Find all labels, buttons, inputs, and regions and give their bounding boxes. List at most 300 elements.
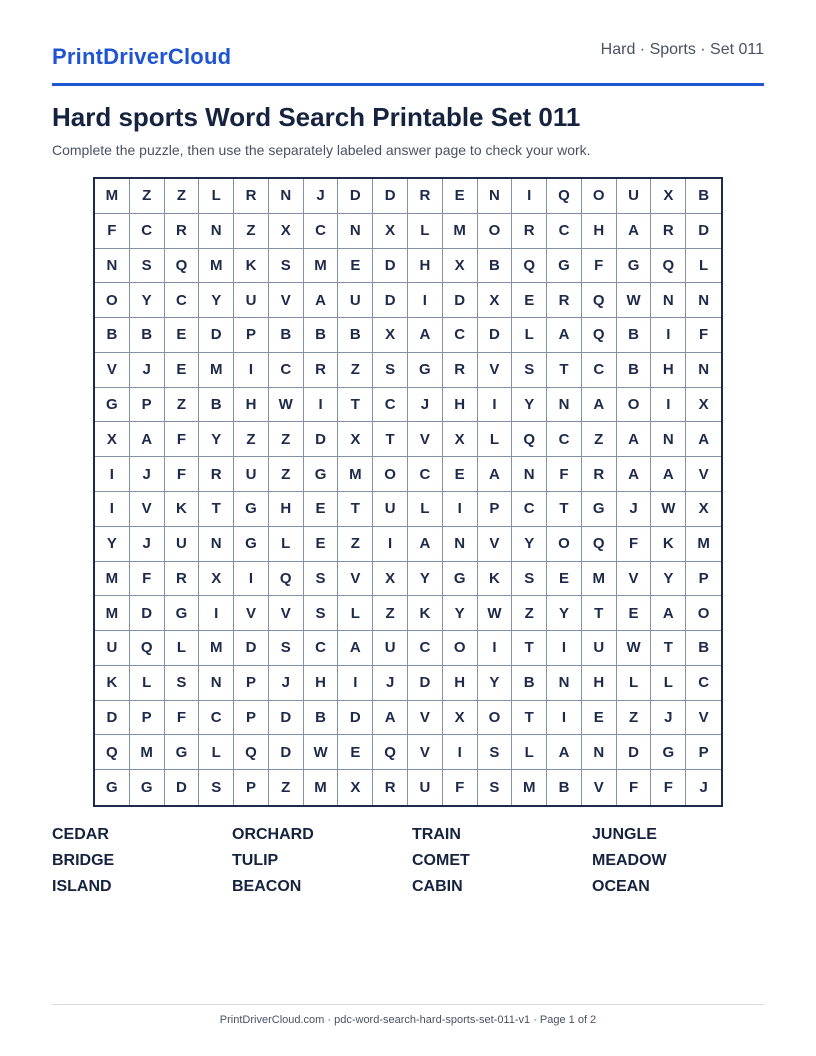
grid-cell: W bbox=[478, 596, 513, 631]
grid-cell: Z bbox=[582, 422, 617, 457]
grid-cell: J bbox=[130, 353, 165, 388]
grid-cell: J bbox=[617, 492, 652, 527]
grid-cell: X bbox=[443, 249, 478, 284]
breadcrumb: Hard · Sports · Set 011 bbox=[600, 41, 764, 58]
grid-cell: T bbox=[373, 422, 408, 457]
grid-cell: T bbox=[582, 596, 617, 631]
grid-cell: N bbox=[269, 179, 304, 214]
grid-cell: H bbox=[443, 666, 478, 701]
grid-cell: B bbox=[617, 318, 652, 353]
grid-cell: B bbox=[547, 770, 582, 805]
grid-cell: V bbox=[338, 562, 373, 597]
grid-cell: U bbox=[582, 631, 617, 666]
grid-cell: X bbox=[443, 422, 478, 457]
grid-cell: I bbox=[95, 492, 130, 527]
grid-cell: G bbox=[443, 562, 478, 597]
footer-divider bbox=[52, 1004, 764, 1005]
grid-cell: T bbox=[338, 492, 373, 527]
grid-cell: R bbox=[199, 457, 234, 492]
grid-cell: Y bbox=[512, 527, 547, 562]
grid-cell: X bbox=[651, 179, 686, 214]
grid-cell: D bbox=[269, 701, 304, 736]
grid-cell: W bbox=[269, 388, 304, 423]
grid-cell: G bbox=[165, 735, 200, 770]
grid-cell: I bbox=[478, 388, 513, 423]
grid-cell: G bbox=[95, 388, 130, 423]
grid-cell: L bbox=[408, 214, 443, 249]
grid-cell: C bbox=[443, 318, 478, 353]
grid-cell: O bbox=[95, 283, 130, 318]
grid-cell: X bbox=[443, 701, 478, 736]
grid-cell: B bbox=[95, 318, 130, 353]
grid-cell: E bbox=[304, 527, 339, 562]
grid-cell: D bbox=[373, 179, 408, 214]
grid-cell: L bbox=[617, 666, 652, 701]
grid-cell: E bbox=[165, 353, 200, 388]
grid-cell: R bbox=[582, 457, 617, 492]
word-list-item: ISLAND bbox=[52, 878, 112, 895]
grid-cell: J bbox=[130, 527, 165, 562]
grid-cell: L bbox=[165, 631, 200, 666]
grid-cell: F bbox=[130, 562, 165, 597]
grid-cell: O bbox=[686, 596, 721, 631]
grid-cell: U bbox=[338, 283, 373, 318]
grid-cell: B bbox=[199, 388, 234, 423]
grid-cell: F bbox=[582, 249, 617, 284]
grid-cell: S bbox=[269, 249, 304, 284]
grid-cell: E bbox=[338, 249, 373, 284]
grid-cell: Z bbox=[338, 353, 373, 388]
grid-cell: N bbox=[512, 457, 547, 492]
grid-cell: Q bbox=[373, 735, 408, 770]
grid-cell: G bbox=[547, 249, 582, 284]
grid-cell: G bbox=[651, 735, 686, 770]
grid-cell: X bbox=[373, 318, 408, 353]
grid-cell: X bbox=[478, 283, 513, 318]
grid-cell: J bbox=[269, 666, 304, 701]
grid-cell: J bbox=[304, 179, 339, 214]
grid-cell: D bbox=[95, 701, 130, 736]
grid-cell: N bbox=[338, 214, 373, 249]
grid-cell: C bbox=[512, 492, 547, 527]
grid-cell: Q bbox=[95, 735, 130, 770]
grid-cell: L bbox=[686, 249, 721, 284]
grid-cell: A bbox=[651, 596, 686, 631]
grid-cell: X bbox=[686, 492, 721, 527]
grid-cell: P bbox=[234, 701, 269, 736]
grid-cell: V bbox=[408, 422, 443, 457]
grid-cell: H bbox=[304, 666, 339, 701]
grid-cell: G bbox=[617, 249, 652, 284]
grid-cell: C bbox=[582, 353, 617, 388]
grid-cell: C bbox=[547, 214, 582, 249]
grid-cell: B bbox=[686, 631, 721, 666]
grid-cell: D bbox=[269, 735, 304, 770]
grid-cell: V bbox=[269, 283, 304, 318]
grid-cell: D bbox=[373, 283, 408, 318]
grid-cell: T bbox=[547, 353, 582, 388]
grid-cell: Z bbox=[269, 770, 304, 805]
grid-cell: P bbox=[478, 492, 513, 527]
grid-cell: Y bbox=[651, 562, 686, 597]
grid-cell: O bbox=[547, 527, 582, 562]
grid-cell: F bbox=[617, 527, 652, 562]
grid-cell: U bbox=[234, 283, 269, 318]
grid-cell: E bbox=[338, 735, 373, 770]
grid-cell: L bbox=[478, 422, 513, 457]
grid-cell: R bbox=[234, 179, 269, 214]
grid-cell: L bbox=[512, 735, 547, 770]
header-divider bbox=[52, 83, 764, 86]
grid-cell: I bbox=[373, 527, 408, 562]
grid-cell: I bbox=[547, 701, 582, 736]
grid-cell: A bbox=[617, 457, 652, 492]
grid-cell: K bbox=[95, 666, 130, 701]
grid-cell: Q bbox=[582, 318, 617, 353]
grid-cell: I bbox=[234, 562, 269, 597]
grid-cell: U bbox=[373, 492, 408, 527]
grid-cell: V bbox=[582, 770, 617, 805]
grid-cell: G bbox=[304, 457, 339, 492]
grid-cell: R bbox=[443, 353, 478, 388]
grid-cell: Q bbox=[651, 249, 686, 284]
grid-cell: Z bbox=[617, 701, 652, 736]
grid-cell: X bbox=[373, 562, 408, 597]
grid-cell: Z bbox=[373, 596, 408, 631]
grid-cell: A bbox=[408, 527, 443, 562]
grid-cell: M bbox=[686, 527, 721, 562]
grid-cell: T bbox=[338, 388, 373, 423]
grid-cell: D bbox=[443, 283, 478, 318]
grid-cell: C bbox=[165, 283, 200, 318]
grid-cell: K bbox=[408, 596, 443, 631]
grid-cell: H bbox=[651, 353, 686, 388]
grid-cell: F bbox=[547, 457, 582, 492]
grid-cell: V bbox=[686, 701, 721, 736]
grid-cell: Y bbox=[199, 422, 234, 457]
puzzle-grid-frame bbox=[93, 177, 723, 807]
grid-cell: Q bbox=[234, 735, 269, 770]
grid-cell: N bbox=[582, 735, 617, 770]
grid-cell: N bbox=[651, 283, 686, 318]
grid-cell: A bbox=[547, 735, 582, 770]
grid-cell: W bbox=[304, 735, 339, 770]
grid-cell: Y bbox=[95, 527, 130, 562]
grid-cell: N bbox=[686, 353, 721, 388]
grid-cell: N bbox=[199, 666, 234, 701]
grid-cell: I bbox=[651, 388, 686, 423]
grid-cell: V bbox=[269, 596, 304, 631]
grid-cell: I bbox=[338, 666, 373, 701]
grid-cell: I bbox=[512, 179, 547, 214]
grid-cell: N bbox=[199, 214, 234, 249]
grid-cell: G bbox=[582, 492, 617, 527]
grid-cell: B bbox=[130, 318, 165, 353]
grid-cell: H bbox=[582, 214, 617, 249]
grid-cell: N bbox=[651, 422, 686, 457]
grid-cell: Q bbox=[582, 527, 617, 562]
grid-cell: X bbox=[338, 770, 373, 805]
grid-cell: P bbox=[234, 770, 269, 805]
grid-cell: R bbox=[304, 353, 339, 388]
grid-cell: W bbox=[617, 283, 652, 318]
grid-cell: W bbox=[617, 631, 652, 666]
grid-cell: F bbox=[686, 318, 721, 353]
grid-cell: I bbox=[199, 596, 234, 631]
grid-cell: U bbox=[234, 457, 269, 492]
grid-cell: J bbox=[408, 388, 443, 423]
word-list-item: OCEAN bbox=[592, 878, 650, 895]
grid-cell: R bbox=[512, 214, 547, 249]
grid-cell: S bbox=[199, 770, 234, 805]
grid-cell: D bbox=[408, 666, 443, 701]
grid-cell: N bbox=[199, 527, 234, 562]
page-footer: PrintDriverCloud.com · pdc-word-search-hard-sports-set-011-v1 · Page 1 of 2 bbox=[219, 1014, 597, 1026]
grid-cell: R bbox=[651, 214, 686, 249]
grid-cell: R bbox=[165, 214, 200, 249]
grid-cell: C bbox=[408, 631, 443, 666]
grid-cell: F bbox=[443, 770, 478, 805]
puzzle-grid bbox=[95, 179, 721, 805]
grid-cell: M bbox=[512, 770, 547, 805]
grid-cell: V bbox=[617, 562, 652, 597]
grid-cell: A bbox=[547, 318, 582, 353]
grid-cell: Z bbox=[512, 596, 547, 631]
grid-cell: Z bbox=[269, 422, 304, 457]
grid-cell: K bbox=[478, 562, 513, 597]
grid-cell: X bbox=[338, 422, 373, 457]
grid-cell: I bbox=[95, 457, 130, 492]
grid-cell: H bbox=[582, 666, 617, 701]
grid-cell: B bbox=[617, 353, 652, 388]
grid-cell: X bbox=[95, 422, 130, 457]
grid-cell: A bbox=[617, 422, 652, 457]
grid-cell: S bbox=[269, 631, 304, 666]
grid-cell: O bbox=[478, 214, 513, 249]
grid-cell: C bbox=[199, 701, 234, 736]
grid-cell: E bbox=[443, 179, 478, 214]
grid-cell: T bbox=[512, 701, 547, 736]
brand-logo: PrintDriverCloud bbox=[52, 44, 232, 69]
grid-cell: A bbox=[373, 701, 408, 736]
grid-cell: D bbox=[338, 179, 373, 214]
grid-cell: H bbox=[234, 388, 269, 423]
grid-cell: V bbox=[234, 596, 269, 631]
grid-cell: M bbox=[95, 596, 130, 631]
grid-cell: K bbox=[165, 492, 200, 527]
grid-cell: Y bbox=[408, 562, 443, 597]
grid-cell: A bbox=[130, 422, 165, 457]
grid-cell: L bbox=[408, 492, 443, 527]
word-list-item: TRAIN bbox=[412, 826, 461, 843]
grid-cell: Q bbox=[582, 283, 617, 318]
grid-cell: M bbox=[199, 249, 234, 284]
grid-cell: T bbox=[199, 492, 234, 527]
grid-cell: C bbox=[408, 457, 443, 492]
grid-cell: S bbox=[373, 353, 408, 388]
grid-cell: C bbox=[269, 353, 304, 388]
grid-cell: L bbox=[199, 735, 234, 770]
grid-cell: N bbox=[95, 249, 130, 284]
grid-cell: B bbox=[512, 666, 547, 701]
word-list-item: JUNGLE bbox=[592, 826, 657, 843]
grid-cell: U bbox=[408, 770, 443, 805]
grid-cell: N bbox=[547, 666, 582, 701]
grid-cell: X bbox=[373, 214, 408, 249]
grid-cell: M bbox=[304, 249, 339, 284]
grid-cell: X bbox=[686, 388, 721, 423]
grid-cell: P bbox=[234, 666, 269, 701]
grid-cell: F bbox=[165, 701, 200, 736]
grid-cell: X bbox=[269, 214, 304, 249]
grid-cell: E bbox=[547, 562, 582, 597]
grid-cell: F bbox=[651, 770, 686, 805]
grid-cell: G bbox=[234, 527, 269, 562]
grid-cell: V bbox=[95, 353, 130, 388]
grid-cell: B bbox=[478, 249, 513, 284]
grid-cell: U bbox=[617, 179, 652, 214]
grid-cell: Q bbox=[130, 631, 165, 666]
grid-cell: J bbox=[373, 666, 408, 701]
grid-cell: P bbox=[686, 735, 721, 770]
grid-cell: L bbox=[338, 596, 373, 631]
grid-cell: A bbox=[304, 283, 339, 318]
grid-cell: N bbox=[686, 283, 721, 318]
grid-cell: N bbox=[443, 527, 478, 562]
grid-cell: I bbox=[234, 353, 269, 388]
grid-cell: C bbox=[130, 214, 165, 249]
grid-cell: I bbox=[304, 388, 339, 423]
grid-cell: Q bbox=[512, 249, 547, 284]
grid-cell: V bbox=[408, 701, 443, 736]
word-list-item: COMET bbox=[412, 852, 470, 869]
grid-cell: M bbox=[582, 562, 617, 597]
grid-cell: S bbox=[512, 353, 547, 388]
grid-cell: V bbox=[686, 457, 721, 492]
grid-cell: M bbox=[199, 353, 234, 388]
grid-cell: R bbox=[547, 283, 582, 318]
grid-cell: W bbox=[651, 492, 686, 527]
word-list bbox=[52, 825, 772, 903]
grid-cell: U bbox=[165, 527, 200, 562]
grid-cell: U bbox=[373, 631, 408, 666]
grid-cell: B bbox=[686, 179, 721, 214]
word-list-item: BEACON bbox=[232, 878, 302, 895]
grid-cell: G bbox=[165, 596, 200, 631]
grid-cell: D bbox=[617, 735, 652, 770]
grid-cell: A bbox=[478, 457, 513, 492]
grid-cell: L bbox=[651, 666, 686, 701]
grid-cell: Z bbox=[165, 388, 200, 423]
grid-cell: Q bbox=[547, 179, 582, 214]
grid-cell: V bbox=[478, 353, 513, 388]
grid-cell: Y bbox=[443, 596, 478, 631]
page-subtitle: Complete the puzzle, then use the separately labeled answer page to check your work. bbox=[52, 142, 591, 158]
grid-cell: J bbox=[699, 779, 708, 797]
grid-cell: U bbox=[95, 631, 130, 666]
grid-cell: G bbox=[95, 770, 130, 805]
grid-cell: T bbox=[547, 492, 582, 527]
grid-cell: I bbox=[443, 735, 478, 770]
grid-cell: A bbox=[582, 388, 617, 423]
grid-cell: Y bbox=[547, 596, 582, 631]
grid-cell: T bbox=[651, 631, 686, 666]
grid-cell: R bbox=[373, 770, 408, 805]
grid-cell: S bbox=[130, 249, 165, 284]
grid-cell: A bbox=[338, 631, 373, 666]
grid-cell: S bbox=[165, 666, 200, 701]
grid-cell: R bbox=[408, 179, 443, 214]
grid-cell: P bbox=[686, 562, 721, 597]
grid-cell: O bbox=[478, 701, 513, 736]
grid-cell: F bbox=[95, 214, 130, 249]
grid-cell: K bbox=[651, 527, 686, 562]
grid-cell: V bbox=[408, 735, 443, 770]
grid-cell: C bbox=[686, 666, 721, 701]
word-list-item: CABIN bbox=[412, 878, 463, 895]
grid-cell: Y bbox=[512, 388, 547, 423]
grid-cell: P bbox=[130, 388, 165, 423]
grid-cell: Z bbox=[234, 422, 269, 457]
grid-cell: A bbox=[651, 457, 686, 492]
grid-cell: G bbox=[234, 492, 269, 527]
grid-cell: E bbox=[617, 596, 652, 631]
grid-cell: N bbox=[478, 179, 513, 214]
grid-cell: H bbox=[269, 492, 304, 527]
grid-cell: S bbox=[512, 562, 547, 597]
grid-cell: F bbox=[165, 422, 200, 457]
page-title: Hard sports Word Search Printable Set 011 bbox=[52, 102, 581, 132]
grid-cell: M bbox=[199, 631, 234, 666]
grid-cell: T bbox=[512, 631, 547, 666]
grid-cell: E bbox=[582, 701, 617, 736]
grid-cell: C bbox=[373, 388, 408, 423]
grid-cell: G bbox=[408, 353, 443, 388]
grid-cell: D bbox=[165, 770, 200, 805]
grid-cell: A bbox=[617, 214, 652, 249]
grid-cell: Y bbox=[478, 666, 513, 701]
grid-cell: P bbox=[234, 318, 269, 353]
grid-cell: Z bbox=[165, 179, 200, 214]
grid-cell: Z bbox=[234, 214, 269, 249]
grid-cell: A bbox=[408, 318, 443, 353]
grid-cell: N bbox=[547, 388, 582, 423]
grid-cell: Q bbox=[269, 562, 304, 597]
grid-cell: I bbox=[651, 318, 686, 353]
grid-cell: E bbox=[443, 457, 478, 492]
grid-cell: S bbox=[304, 596, 339, 631]
grid-cell: B bbox=[338, 318, 373, 353]
grid-cell: J bbox=[130, 457, 165, 492]
grid-cell: O bbox=[617, 388, 652, 423]
grid-cell: B bbox=[304, 318, 339, 353]
grid-cell: D bbox=[478, 318, 513, 353]
grid-cell: O bbox=[373, 457, 408, 492]
grid-cell: H bbox=[443, 388, 478, 423]
grid-cell: Q bbox=[165, 249, 200, 284]
grid-cell: G bbox=[130, 770, 165, 805]
word-list-item: BRIDGE bbox=[52, 852, 115, 869]
grid-cell: B bbox=[269, 318, 304, 353]
grid-cell: F bbox=[617, 770, 652, 805]
grid-cell: I bbox=[478, 631, 513, 666]
grid-cell: D bbox=[373, 249, 408, 284]
grid-cell: E bbox=[304, 492, 339, 527]
grid-cell: M bbox=[338, 457, 373, 492]
grid-cell: B bbox=[304, 701, 339, 736]
grid-cell: D bbox=[686, 214, 721, 249]
grid-cell: I bbox=[408, 283, 443, 318]
